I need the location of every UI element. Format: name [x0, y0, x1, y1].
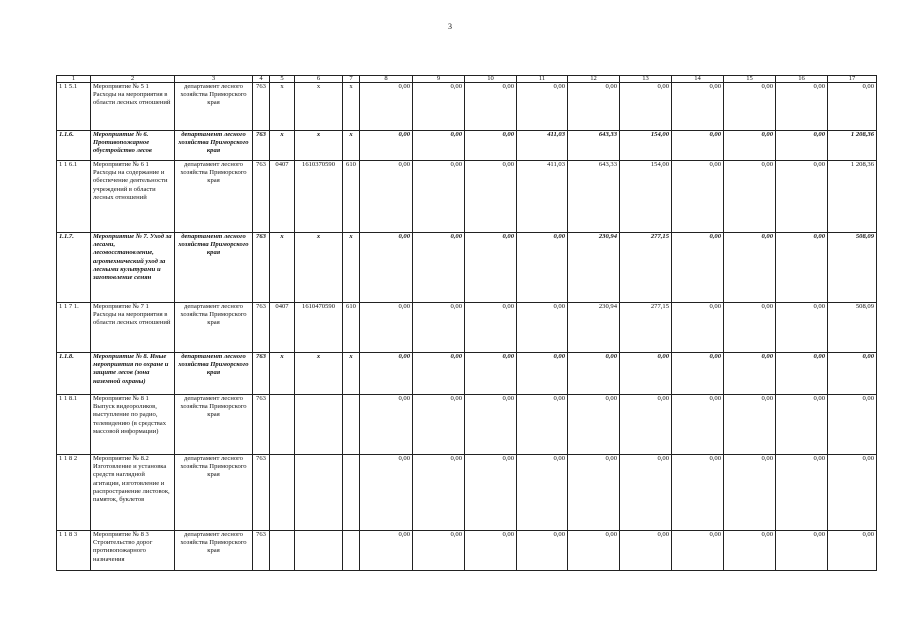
responsible-cell: департамент лесного хозяйства Приморского края: [175, 353, 253, 395]
value-cell: 0,00: [776, 303, 828, 353]
code-cell: x: [295, 353, 343, 395]
value-cell: 0,00: [517, 531, 568, 571]
value-cell: 0,00: [517, 455, 568, 531]
value-cell: 0,00: [360, 353, 413, 395]
row-number-cell: 1 1 8 2: [57, 455, 91, 531]
responsible-cell: департамент лесного хозяйства Приморского края: [175, 233, 253, 303]
activity-name-cell: Мероприятие № 7 1 Расходы на мероприятия в области лесных отношений: [91, 303, 175, 353]
code-cell: 610: [343, 161, 360, 233]
value-cell: 0,00: [465, 83, 517, 131]
responsible-cell: департамент лесного хозяйства Приморского края: [175, 83, 253, 131]
code-cell: 763: [253, 131, 270, 161]
value-cell: 0,00: [724, 83, 776, 131]
value-cell: 643,33: [568, 131, 620, 161]
value-cell: 277,15: [620, 303, 672, 353]
program-table: [56, 75, 877, 571]
value-cell: 0,00: [620, 83, 672, 131]
code-cell: x: [343, 353, 360, 395]
activity-name-cell: Мероприятие № 8.2 Изготовление и установка средств наглядной агитации, изготовление и распространение листовок, памяток, буклетов: [91, 455, 175, 531]
column-header-6: 6: [295, 76, 343, 83]
table-row: [57, 395, 877, 455]
responsible-cell: департамент лесного хозяйства Приморского края: [175, 531, 253, 571]
value-cell: 0,00: [517, 353, 568, 395]
column-header-8: 8: [360, 76, 413, 83]
code-cell: [270, 531, 295, 571]
code-cell: [295, 455, 343, 531]
value-cell: 508,09: [828, 303, 877, 353]
code-cell: [270, 455, 295, 531]
value-cell: 0,00: [724, 455, 776, 531]
value-cell: 0,00: [724, 233, 776, 303]
table-row: [57, 161, 877, 233]
column-header-3: 3: [175, 76, 253, 83]
value-cell: 0,00: [776, 455, 828, 531]
value-cell: 0,00: [360, 233, 413, 303]
value-cell: 0,00: [568, 83, 620, 131]
value-cell: 0,00: [568, 353, 620, 395]
row-number-cell: 1 1 6.1: [57, 161, 91, 233]
value-cell: 154,00: [620, 131, 672, 161]
value-cell: 0,00: [465, 395, 517, 455]
value-cell: 0,00: [776, 531, 828, 571]
column-header-14: 14: [672, 76, 724, 83]
value-cell: 0,00: [620, 353, 672, 395]
code-cell: x: [295, 233, 343, 303]
value-cell: 0,00: [672, 83, 724, 131]
code-cell: x: [270, 83, 295, 131]
value-cell: 0,00: [413, 233, 465, 303]
value-cell: 0,00: [413, 455, 465, 531]
value-cell: 0,00: [413, 303, 465, 353]
value-cell: 0,00: [724, 353, 776, 395]
activity-name-cell: Мероприятие № 7. Уход за лесами, лесовосстановление, агротехнический уход за лесными культурами и заготовление семян: [91, 233, 175, 303]
value-cell: 0,00: [776, 233, 828, 303]
activity-name-cell: Мероприятие № 5 1 Расходы на мероприятия в области лесных отношений: [91, 83, 175, 131]
value-cell: 0,00: [517, 83, 568, 131]
value-cell: 0,00: [360, 395, 413, 455]
value-cell: 0,00: [413, 161, 465, 233]
code-cell: 763: [253, 303, 270, 353]
responsible-cell: департамент лесного хозяйства Приморского края: [175, 303, 253, 353]
code-cell: x: [295, 83, 343, 131]
page-number: 3: [448, 22, 452, 31]
value-cell: 0,00: [620, 455, 672, 531]
code-cell: 1610370590: [295, 161, 343, 233]
value-cell: 0,00: [465, 531, 517, 571]
column-header-17: 17: [828, 76, 877, 83]
column-header-1: 1: [57, 76, 91, 83]
value-cell: 0,00: [672, 531, 724, 571]
value-cell: 508,09: [828, 233, 877, 303]
value-cell: 154,00: [620, 161, 672, 233]
column-header-7: 7: [343, 76, 360, 83]
code-cell: x: [343, 233, 360, 303]
table-row: [57, 233, 877, 303]
code-cell: 763: [253, 531, 270, 571]
value-cell: 0,00: [672, 131, 724, 161]
value-cell: 0,00: [413, 353, 465, 395]
value-cell: 0,00: [517, 395, 568, 455]
value-cell: 0,00: [776, 395, 828, 455]
table-row: [57, 303, 877, 353]
column-header-10: 10: [465, 76, 517, 83]
table-row: [57, 353, 877, 395]
value-cell: 0,00: [672, 395, 724, 455]
value-cell: 643,33: [568, 161, 620, 233]
code-cell: [295, 395, 343, 455]
column-header-13: 13: [620, 76, 672, 83]
value-cell: 0,00: [776, 161, 828, 233]
value-cell: 0,00: [620, 395, 672, 455]
code-cell: x: [270, 233, 295, 303]
row-number-cell: 1 1 5.1: [57, 83, 91, 131]
activity-name-cell: Мероприятие № 6. Противопожарное обустройство лесов: [91, 131, 175, 161]
code-cell: [343, 455, 360, 531]
value-cell: 0,00: [724, 161, 776, 233]
code-cell: [270, 395, 295, 455]
value-cell: 0,00: [672, 161, 724, 233]
value-cell: 230,94: [568, 233, 620, 303]
value-cell: 0,00: [724, 303, 776, 353]
value-cell: 0,00: [828, 455, 877, 531]
code-cell: 610: [343, 303, 360, 353]
value-cell: 0,00: [465, 131, 517, 161]
code-cell: 763: [253, 455, 270, 531]
table-row: [57, 455, 877, 531]
row-number-cell: 1 1 8 3: [57, 531, 91, 571]
value-cell: 0,00: [517, 303, 568, 353]
code-cell: x: [270, 353, 295, 395]
code-cell: 0407: [270, 161, 295, 233]
value-cell: 0,00: [413, 395, 465, 455]
value-cell: 0,00: [828, 353, 877, 395]
code-cell: 763: [253, 161, 270, 233]
code-cell: x: [270, 131, 295, 161]
value-cell: 0,00: [672, 233, 724, 303]
code-cell: 763: [253, 353, 270, 395]
header-row: [57, 76, 877, 83]
column-header-11: 11: [517, 76, 568, 83]
column-header-4: 4: [253, 76, 270, 83]
value-cell: 0,00: [568, 455, 620, 531]
responsible-cell: департамент лесного хозяйства Приморского края: [175, 161, 253, 233]
value-cell: 0,00: [724, 395, 776, 455]
table-row: [57, 531, 877, 571]
code-cell: [295, 531, 343, 571]
row-number-cell: 1 1 7 1.: [57, 303, 91, 353]
value-cell: 0,00: [465, 161, 517, 233]
code-cell: 0407: [270, 303, 295, 353]
value-cell: 0,00: [465, 353, 517, 395]
column-header-16: 16: [776, 76, 828, 83]
value-cell: 0,00: [776, 83, 828, 131]
value-cell: 0,00: [620, 531, 672, 571]
code-cell: [343, 395, 360, 455]
table-body: [57, 83, 877, 571]
value-cell: 0,00: [568, 395, 620, 455]
value-cell: 0,00: [360, 455, 413, 531]
value-cell: 0,00: [360, 83, 413, 131]
value-cell: 0,00: [776, 131, 828, 161]
value-cell: 0,00: [360, 531, 413, 571]
value-cell: 0,00: [465, 233, 517, 303]
activity-name-cell: Мероприятие № 8 1 Выпуск видеороликов, выступление по радио, телевидению (в средствах массовой информации): [91, 395, 175, 455]
value-cell: 0,00: [360, 161, 413, 233]
row-number-cell: 1 1 8.1: [57, 395, 91, 455]
responsible-cell: департамент лесного хозяйства Приморского края: [175, 455, 253, 531]
code-cell: 1610470590: [295, 303, 343, 353]
row-number-cell: 1.1.8.: [57, 353, 91, 395]
value-cell: 0,00: [413, 131, 465, 161]
row-number-cell: 1.1.6.: [57, 131, 91, 161]
column-header-9: 9: [413, 76, 465, 83]
code-cell: 763: [253, 233, 270, 303]
value-cell: 0,00: [568, 531, 620, 571]
value-cell: 0,00: [828, 83, 877, 131]
value-cell: 230,94: [568, 303, 620, 353]
value-cell: 0,00: [360, 131, 413, 161]
value-cell: 0,00: [413, 531, 465, 571]
value-cell: 0,00: [465, 455, 517, 531]
column-header-2: 2: [91, 76, 175, 83]
value-cell: 0,00: [828, 395, 877, 455]
code-cell: x: [343, 83, 360, 131]
column-header-5: 5: [270, 76, 295, 83]
value-cell: 0,00: [413, 83, 465, 131]
value-cell: 0,00: [776, 353, 828, 395]
column-header-15: 15: [724, 76, 776, 83]
activity-name-cell: Мероприятие № 8. Иные мероприятия по охране и защите лесов (зона наземной охраны): [91, 353, 175, 395]
table-row: [57, 83, 877, 131]
value-cell: 0,00: [360, 303, 413, 353]
value-cell: 0,00: [724, 531, 776, 571]
code-cell: 763: [253, 395, 270, 455]
value-cell: 1 208,36: [828, 161, 877, 233]
value-cell: 0,00: [672, 455, 724, 531]
value-cell: 411,03: [517, 161, 568, 233]
table-row: [57, 131, 877, 161]
activity-name-cell: Мероприятие № 6 1 Расходы на содержание и обеспечение деятельности учреждений в области лесных отношений: [91, 161, 175, 233]
value-cell: 0,00: [465, 303, 517, 353]
code-cell: 763: [253, 83, 270, 131]
value-cell: 277,15: [620, 233, 672, 303]
value-cell: 0,00: [672, 353, 724, 395]
value-cell: 1 208,36: [828, 131, 877, 161]
code-cell: [343, 531, 360, 571]
value-cell: 0,00: [517, 233, 568, 303]
value-cell: 0,00: [828, 531, 877, 571]
row-number-cell: 1.1.7.: [57, 233, 91, 303]
value-cell: 0,00: [724, 131, 776, 161]
code-cell: x: [343, 131, 360, 161]
responsible-cell: департамент лесного хозяйства Приморского края: [175, 395, 253, 455]
activity-name-cell: Мероприятие № 8 3 Строительство дорог противопожарного назначения: [91, 531, 175, 571]
responsible-cell: департамент лесного хозяйства Приморского края: [175, 131, 253, 161]
code-cell: x: [295, 131, 343, 161]
column-header-12: 12: [568, 76, 620, 83]
value-cell: 411,03: [517, 131, 568, 161]
value-cell: 0,00: [672, 303, 724, 353]
